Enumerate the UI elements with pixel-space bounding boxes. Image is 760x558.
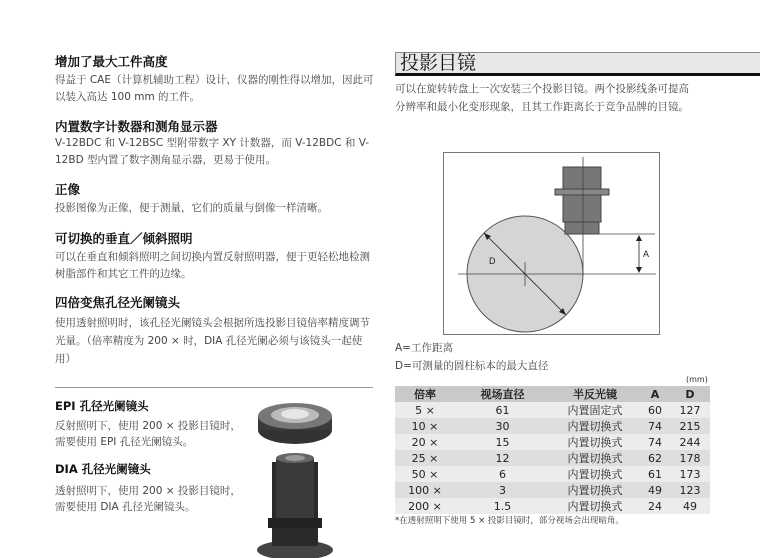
- epi-lens-image: [258, 403, 332, 444]
- table-cell: 50 ×: [411, 467, 439, 481]
- table-cell: 内置切换式: [567, 436, 623, 449]
- table-cell: 127: [679, 403, 701, 417]
- table-cell: 内置切换式: [567, 468, 623, 481]
- header-d: D: [685, 387, 695, 401]
- table-cell: 74: [648, 419, 662, 433]
- table-cell: 6: [499, 467, 506, 481]
- epi-text: 反射照明下，使用 200 × 投影目镜时，需要使用 EPI 孔径光阑镜头。: [55, 420, 241, 448]
- table-cell: 12: [495, 451, 510, 465]
- label-a: A: [643, 249, 650, 259]
- feature-title: 增加了最大工件高度: [55, 54, 168, 69]
- table-cell: 49: [683, 499, 697, 513]
- table-cell: 61: [495, 403, 510, 417]
- table-cell: 10 ×: [411, 419, 439, 433]
- table-row: [395, 498, 710, 514]
- working-distance-diagram: [443, 152, 661, 336]
- header-field-diameter: 视场直径: [480, 388, 525, 401]
- feature-text: 投影图像为正像，便于测量，它们的质量与倒像一样清晰。: [55, 202, 328, 214]
- table-row: [395, 482, 710, 498]
- table-row: [395, 466, 710, 482]
- table-cell: 20 ×: [411, 435, 439, 449]
- header-magnification: 倍率: [414, 388, 436, 401]
- table-row: [395, 434, 710, 450]
- table-cell: 100 ×: [408, 483, 442, 497]
- table-cell: 内置切换式: [567, 500, 623, 513]
- feature-title: 四倍变焦孔径光阑镜头: [55, 295, 181, 310]
- feature-text: 得益于 CAE（计算机辅助工程）设计，仪器的刚性得以增加，因此可以装入高达 100 mm 的工件。: [55, 74, 374, 103]
- legend-d: D=可测量的圆柱标本的最大直径: [395, 360, 549, 372]
- lens-photos: [250, 400, 340, 558]
- intro-text: 可以在旋转转盘上一次安装三个投影目镜。两个投影线条可提高分辨率和最小化变形现象，且其工作距离长于竞争品牌的目镜。: [395, 83, 689, 113]
- table-row: [395, 450, 710, 466]
- feature-text: V-12BDC 和 V-12BSC 型附带数字 XY 计数器，而 V-12BDC 和 V-12BD 型内置了数字测角显示器，更易于使用。: [55, 137, 370, 166]
- table-cell: 5 ×: [415, 403, 435, 417]
- table-cell: 24: [648, 499, 662, 513]
- table-cell: 62: [648, 451, 662, 465]
- table-cell: 内置切换式: [567, 484, 623, 497]
- feature-title: 可切换的垂直／倾斜照明: [55, 231, 193, 246]
- table-cell: 15: [495, 435, 510, 449]
- table-cell: 61: [648, 467, 662, 481]
- legend-a: A=工作距离: [395, 342, 453, 354]
- table-cell: 60: [648, 403, 662, 417]
- dia-title: DIA 孔径光阑镜头: [55, 462, 151, 476]
- table-cell: 内置固定式: [567, 404, 623, 417]
- divider: [55, 387, 373, 388]
- table-header-row: [395, 386, 710, 402]
- table-cell: 244: [679, 435, 701, 449]
- feature-text: 使用透射照明时，该孔径光阑镜头会根据所选投影目镜倍率精度调节光量。（倍率精度为 200 × 时，DIA 孔径光阑必须与该镜头一起使用）: [55, 317, 370, 365]
- feature-title: 正像: [55, 182, 81, 197]
- table-cell: 内置切换式: [567, 452, 623, 465]
- table-cell: 123: [679, 483, 701, 497]
- unit-label: (mm): [686, 375, 708, 384]
- table-cell: 200 ×: [408, 499, 442, 513]
- table-row: [395, 418, 710, 434]
- dia-lens-image: [257, 453, 333, 558]
- objective-spec-table: [395, 386, 710, 514]
- table-cell: 173: [679, 467, 701, 481]
- table-cell: 215: [679, 419, 701, 433]
- table-row: [395, 402, 710, 418]
- section-title: 投影目镜: [395, 52, 760, 76]
- table-cell: 3: [499, 483, 506, 497]
- table-cell: 49: [648, 483, 662, 497]
- table-cell: 1.5: [493, 499, 512, 513]
- feature-title: 内置数字计数器和测角显示器: [55, 119, 218, 134]
- table-cell: 74: [648, 435, 662, 449]
- table-cell: 30: [495, 419, 510, 433]
- header-half-mirror: 半反光镜: [573, 388, 617, 401]
- label-d: D: [489, 256, 496, 266]
- epi-title: EPI 孔径光阑镜头: [55, 399, 149, 413]
- table-cell: 178: [679, 451, 701, 465]
- table-cell: 内置切换式: [567, 420, 623, 433]
- dia-text: 透射照明下，使用 200 × 投影目镜时，需要使用 DIA 孔径光阑镜头。: [55, 485, 241, 513]
- feature-text: 可以在垂直和倾斜照明之间切换内置反射照明器，便于更轻松地检测树脂部件和其它工件的边缘。: [55, 251, 370, 280]
- table-footnote: *在透射照明下使用 5 × 投影目镜时，部分视场会出现暗角。: [395, 516, 624, 526]
- table-cell: 25 ×: [411, 451, 439, 465]
- header-a: A: [650, 387, 660, 401]
